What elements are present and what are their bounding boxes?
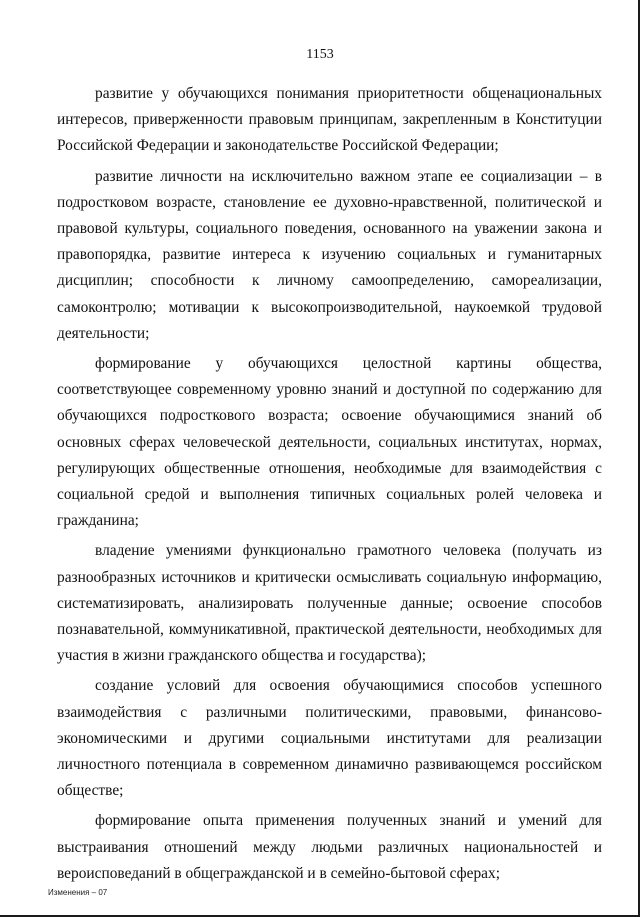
paragraph: развитие личности на исключительно важном этапе ее социализации – в подростковом возрасте, становление ее духовно-нравственной, политической и правовой культуры, социального поведения, основанного на уважении закона и правопорядка, развитие интереса к изучению социальных и гуманитарных дисциплин; способности к личному самоопределению, самореализации, самоконтролю; мотивации к высокопроизводительной, наукоемкой трудовой деятельности; [57,167,602,342]
page-number: 1153 [306,47,334,62]
paragraph: владение умениями функционально грамотного человека (получать из разнообразных источников и критически осмысливать социальную информацию, систематизировать, анализировать полученные данные; освоение способов познавательной, коммуникативной, практической деятельности, необходимых для участия в жизни гражданского общества и государства); [57,542,602,665]
paragraph: создание условий для освоения обучающимися способов успешного взаимодействия с различными политическими, правовыми, финансово-экономическими и другими социальными институтами для реализации личностного потенциала в современном динамично развивающемся российском обществе; [57,677,602,800]
document-body [57,81,602,891]
paragraph: формирование у обучающихся целостной картины общества, соответствующее современному уровню знаний и доступной по содержанию для обучающихся подросткового возраста; освоение обучающимися знаний об основных сферах человеческой деятельности, социальных институтах, нормах, регулирующих общественные отношения, необходимые для взаимодействия с социальной средой и выполнения типичных социальных ролей человека и гражданина; [57,355,602,530]
paragraph: развитие у обучающихся понимания приоритетности общенациональных интересов, приверженности правовым принципам, закрепленным в Конституции Российской Федерации и законодательстве Российской Федерации; [57,85,602,155]
paragraph: формирование опыта применения полученных знаний и умений для выстраивания отношений между людьми различных национальностей и вероисповеданий в общегражданской и в семейно-бытовой сферах; [57,812,602,882]
footer-revision-note: Изменения – 07 [48,888,108,897]
